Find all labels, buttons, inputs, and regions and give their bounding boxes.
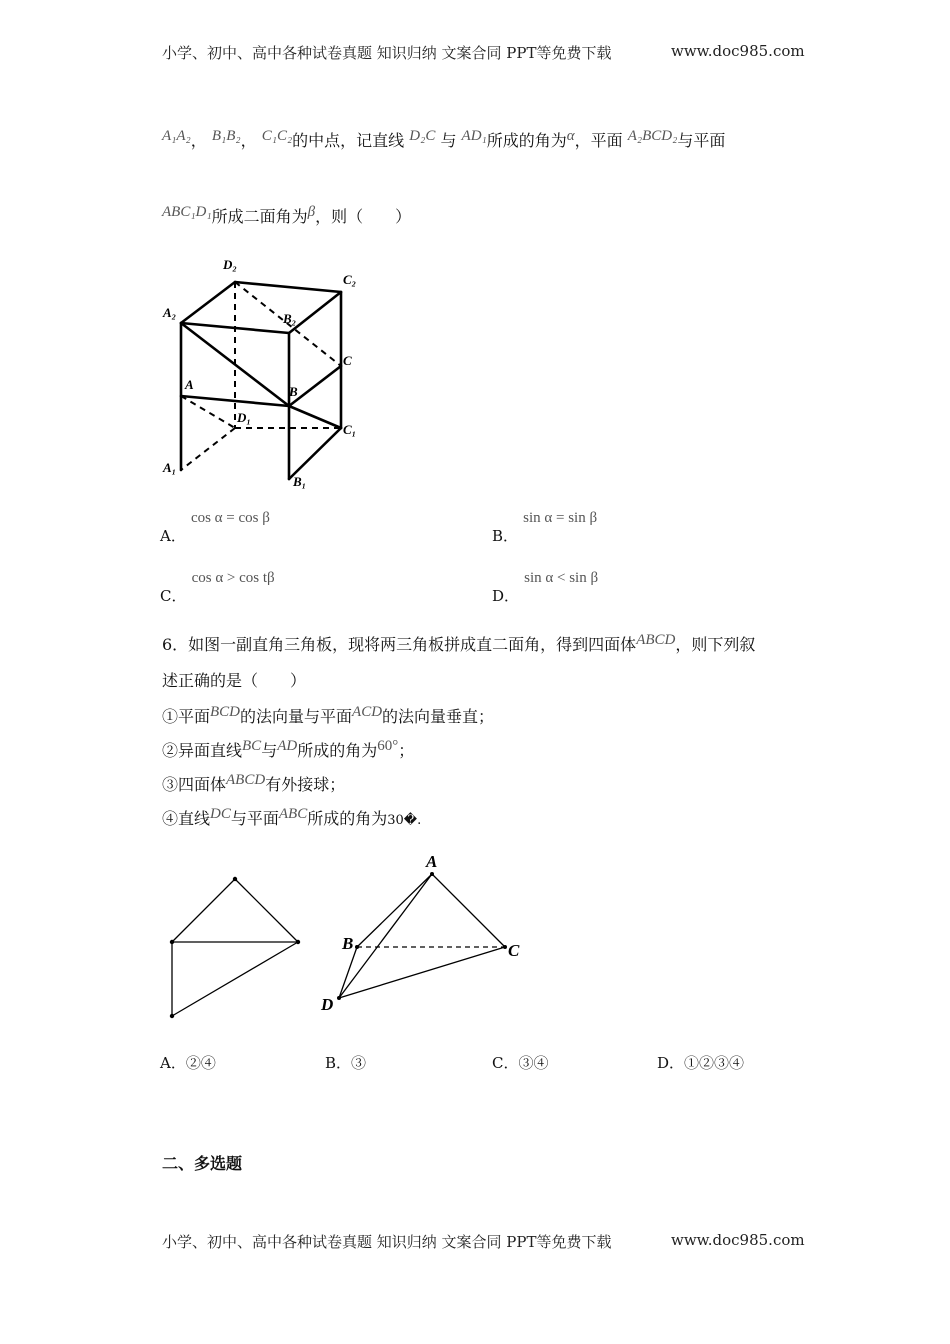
q5-line2 xyxy=(162,204,411,227)
q6-option-b[interactable]: B．③ xyxy=(325,1054,367,1072)
math-bcd: BCD xyxy=(210,704,241,720)
q6-text-intro: 6．如图一副直角三角板，现将两三角板拼成直二面角，得到四面体 xyxy=(162,635,637,654)
q6-s4-text-d: 30�. xyxy=(387,813,422,828)
math-ad: AD xyxy=(277,738,298,754)
label-a1: A₁ xyxy=(163,460,177,475)
q6-tetrahedron-figure xyxy=(315,848,535,1018)
math-acd: ACD xyxy=(352,704,383,720)
label-tetra-c: C xyxy=(508,941,520,960)
math-dc: DC xyxy=(210,806,231,822)
q6-statement-2 xyxy=(162,738,414,761)
q5-text-then: ，则（ ） xyxy=(315,207,412,226)
label-b: B xyxy=(289,384,298,399)
q6-option-a[interactable]: A．②④ xyxy=(160,1054,216,1072)
q5-option-b[interactable] xyxy=(492,506,598,545)
math-abcd: ABCD xyxy=(636,632,676,648)
math-b1b2: B₁B₂ xyxy=(211,128,241,144)
footer-url[interactable]: www.doc985.com xyxy=(671,1231,805,1249)
q6-line1 xyxy=(162,632,755,655)
math-bc: BC xyxy=(242,738,262,754)
q5-option-a-expr: cos α = cos β xyxy=(190,510,270,526)
math-abcd-2: ABCD xyxy=(226,772,266,788)
q5-option-c-expr: cos α > cos tβ xyxy=(191,570,275,586)
q5-text-midpoint: 的中点，记直线 xyxy=(292,131,405,150)
q6-statement-3 xyxy=(162,772,345,795)
q5-option-a[interactable] xyxy=(160,506,270,545)
q5-option-d[interactable] xyxy=(492,566,599,605)
q5-double-cube-figure xyxy=(155,252,375,492)
q6-s2-text-c: 所成的角为 xyxy=(297,741,378,760)
section-title-multiple-choice: 二、多选题 xyxy=(162,1154,243,1173)
q6-s2-text-d: ； xyxy=(398,741,415,760)
q6-s1-text-c: 的法向量垂直； xyxy=(382,707,495,726)
math-ad1: AD₁ xyxy=(461,128,487,144)
math-a2bcd2: A₂BCD₂ xyxy=(627,128,678,144)
q5-text-angle: 所成的角为 xyxy=(486,131,567,150)
math-a1a2: A₁A₂ xyxy=(162,128,191,144)
q5-option-c[interactable] xyxy=(160,566,275,605)
label-d1: D₁ xyxy=(237,410,251,425)
label-c: C xyxy=(343,353,352,368)
q6-s2-text-a: ②异面直线 xyxy=(162,741,243,760)
q5-option-a-label: A． xyxy=(160,527,186,545)
label-tetra-a: A xyxy=(426,852,438,871)
q6-s4-text-b: 与平面 xyxy=(230,809,279,828)
q5-option-b-label: B． xyxy=(492,527,519,545)
q6-text-then: ，则下列叙 xyxy=(675,635,756,654)
q5-option-d-label: D． xyxy=(492,587,520,605)
q5-text-and: 与 xyxy=(440,131,457,150)
q6-s2-text-b: 与 xyxy=(261,741,278,760)
q6-statement-4 xyxy=(162,806,421,829)
q6-statement-1 xyxy=(162,704,494,727)
label-a2: A₂ xyxy=(163,305,177,320)
label-b1: B₁ xyxy=(293,474,307,489)
math-60deg: 60° xyxy=(377,738,399,754)
q5-text-plane: ，平面 xyxy=(574,131,623,150)
math-alpha: α xyxy=(566,128,575,144)
q6-s1-text-b: 的法向量与平面 xyxy=(240,707,353,726)
q6-option-d[interactable]: D．①②③④ xyxy=(657,1054,745,1072)
q6-option-c[interactable]: C．③④ xyxy=(492,1054,549,1072)
label-c2: C₂ xyxy=(343,272,357,287)
q6-line2: 述正确的是（ ） xyxy=(162,671,307,690)
label-d2: D₂ xyxy=(223,257,237,272)
q6-s4-text-c: 所成的角为 xyxy=(307,809,388,828)
header-left-text: 小学、初中、高中各种试卷真题 知识归纳 文案合同 PPT等免费下载 xyxy=(162,44,612,62)
q6-s4-text-a: ④直线 xyxy=(162,809,211,828)
label-a: A xyxy=(185,377,194,392)
q5-option-d-expr: sin α < sin β xyxy=(524,570,599,586)
label-tetra-b: B xyxy=(342,934,354,953)
q6-triangle-rulers-figure xyxy=(160,872,310,1027)
math-abc1d1: ABC₁D₁ xyxy=(162,204,212,220)
label-tetra-d: D xyxy=(321,995,334,1014)
math-c1c2: C₁C₂ xyxy=(261,128,293,144)
q5-text-dihedral: 所成二面角为 xyxy=(211,207,308,226)
label-c1: C₁ xyxy=(343,422,357,437)
math-d2c: D₂C xyxy=(409,128,436,144)
q6-s3-text-a: ③四面体 xyxy=(162,775,227,794)
math-abc: ABC xyxy=(278,806,308,822)
q5-option-c-label: C． xyxy=(160,587,187,605)
q6-s1-text-a: ①平面 xyxy=(162,707,211,726)
q5-option-b-expr: sin α = sin β xyxy=(523,510,598,526)
header-url[interactable]: www.doc985.com xyxy=(671,42,805,60)
q5-text-with-plane: 与平面 xyxy=(677,131,726,150)
math-beta: β xyxy=(307,204,316,220)
label-b2: B₂ xyxy=(283,311,297,326)
q6-s3-text-b: 有外接球； xyxy=(265,775,346,794)
footer-left-text: 小学、初中、高中各种试卷真题 知识归纳 文案合同 PPT等免费下载 xyxy=(162,1233,612,1251)
q5-line1: A₁A₂， B₁B₂， C₁C₂的中点，记直线 D₂C 与 AD₁所成的角为α，平面 A₂BCD₂与平面 xyxy=(162,128,726,150)
